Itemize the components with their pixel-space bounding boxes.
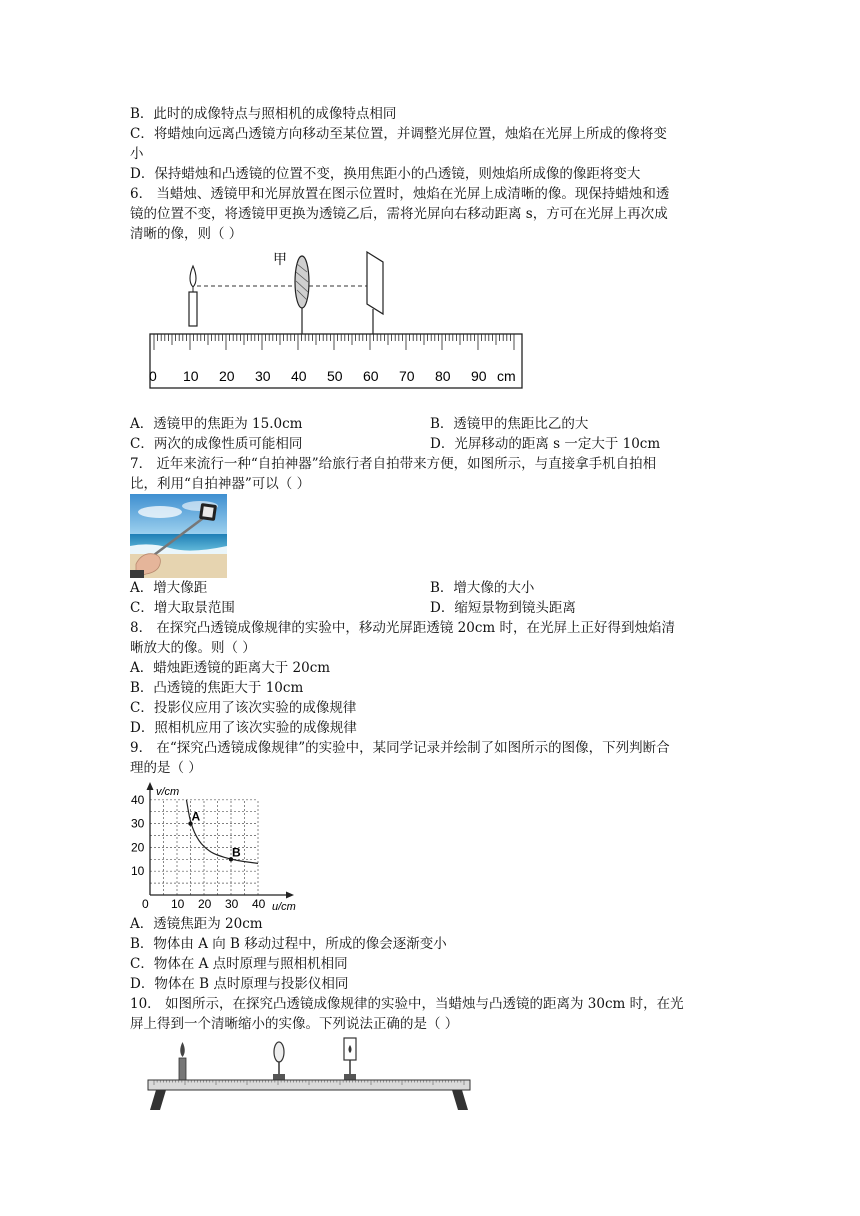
y-tick-label: 10 [131,864,145,879]
q9-option-b: B．物体由 A 向 B 移动过程中，所成的像会逐渐变小 [130,936,447,952]
x-tick-label: 40 [252,897,266,911]
q5-option-c-line1: C．将蜡烛向远离凸透镜方向移动至某位置，并调整光屏位置，烛焰在光屏上所成的像将变 [130,126,667,142]
q7-option-b: B．增大像的大小 [430,580,535,596]
q5-option-c-line2: 小 [130,146,144,162]
q9-option-a: A．透镜焦距为 20cm [130,916,263,932]
q7-option-c: C．增大取景范围 [130,600,235,616]
q6-stem-line3: 清晰的像，则（ ） [130,226,243,242]
x-axis-label: u/cm [272,901,296,913]
uv-grid [150,800,258,895]
ruler-label-90: 90 [471,368,487,384]
ruler-label-unit: cm [497,368,516,384]
selfie-stick-photo [130,494,227,578]
q7-option-a: A．增大像距 [130,580,208,596]
q8-stem-line2: 晰放大的像。则（ ） [130,640,256,656]
q7-stem-line2: 比，利用“自拍神器”可以（ ） [130,476,311,492]
ruler-label-70: 70 [399,368,415,384]
x-tick-label: 10 [171,897,185,911]
q10-stem-line2: 屏上得到一个清晰缩小的实像。下列说法正确的是（ ） [130,1016,459,1032]
bench-leg-left [150,1090,166,1110]
q6-stem-line2: 镜的位置不变，将透镜甲更换为透镜乙后，需将光屏向右移动距离 s，方可在光屏上再次成 [130,206,668,222]
q10-stem-line1: 10． 如图所示，在探究凸透镜成像规律的实验中，当蜡烛与凸透镜的距离为 30cm 时，在光 [130,996,684,1012]
q6-optical-bench-figure [145,242,530,392]
ruler-label-30: 30 [255,368,271,384]
q5-option-b: B．此时的成像特点与照相机的成像特点相同 [130,106,397,122]
point-label-B: B [232,845,241,860]
light-screen-icon [344,1038,356,1080]
x-tick-label: 0 [142,897,149,911]
y-axis-label: v/cm [156,786,180,798]
lens-icon [273,1042,285,1080]
y-tick-label: 20 [131,840,145,855]
q10-optical-bench-figure [146,1034,474,1116]
q6-option-a: A．透镜甲的焦距为 15.0cm [130,416,303,432]
ruler-label-60: 60 [363,368,379,384]
lens-label: 甲 [273,251,287,267]
q7-stem-line1: 7． 近年来流行一种“自拍神器”给旅行者自拍带来方便，如图所示，与直接拿手机自拍相 [130,456,657,472]
q9-option-c: C．物体在 A 点时原理与照相机相同 [130,956,348,972]
q8-option-d: D．照相机应用了该次实验的成像规律 [130,720,357,736]
q9-option-d: D．物体在 B 点时原理与投影仪相同 [130,976,349,992]
q8-stem-line1: 8． 在探究凸透镜成像规律的实验中，移动光屏距透镜 20cm 时，在光屏上正好得到烛焰清 [130,620,676,636]
y-tick-label: 40 [131,792,145,807]
candle-icon [189,266,197,326]
q7-option-d: D．缩短景物到镜头距离 [430,600,576,616]
q6-option-b: B．透镜甲的焦距比乙的大 [430,416,589,432]
x-tick-label: 20 [198,897,212,911]
ruler-label-20: 20 [219,368,235,384]
lens-icon [295,256,309,334]
light-screen-icon [367,252,383,334]
q8-option-c: C．投影仪应用了该次实验的成像规律 [130,700,357,716]
ruler-label-40: 40 [291,368,307,384]
ruler-label-50: 50 [327,368,343,384]
q6-stem-line1: 6． 当蜡烛、透镜甲和光屏放置在图示位置时，烛焰在光屏上成清晰的像。现保持蜡烛和透 [130,186,670,202]
candle-icon [179,1042,186,1080]
y-axis-arrow [147,782,154,790]
x-tick-label: 30 [225,897,239,911]
uv-graph [128,780,306,914]
q9-stem-line2: 理的是（ ） [130,760,202,776]
q6-option-d: D．光屏移动的距离 s 一定大于 10cm [430,436,661,452]
q8-option-a: A．蜡烛距透镜的距离大于 20cm [130,660,331,676]
ruler-label-0: 0 [149,368,157,384]
point-label-A: A [191,809,201,824]
q5-option-d: D．保持蜡烛和凸透镜的位置不变，换用焦距小的凸透镜，则烛焰所成像的像距将变大 [130,166,641,182]
x-axis-arrow [286,892,294,899]
q9-stem-line1: 9． 在“探究凸透镜成像规律”的实验中，某同学记录并绘制了如图所示的图像，下列判断合 [130,740,670,756]
ruler-label-10: 10 [183,368,199,384]
ruler-label-80: 80 [435,368,451,384]
y-tick-label: 30 [131,816,145,831]
q8-option-b: B．凸透镜的焦距大于 10cm [130,680,304,696]
bench-leg-right [452,1090,468,1110]
q6-option-c: C．两次的成像性质可能相同 [130,436,303,452]
